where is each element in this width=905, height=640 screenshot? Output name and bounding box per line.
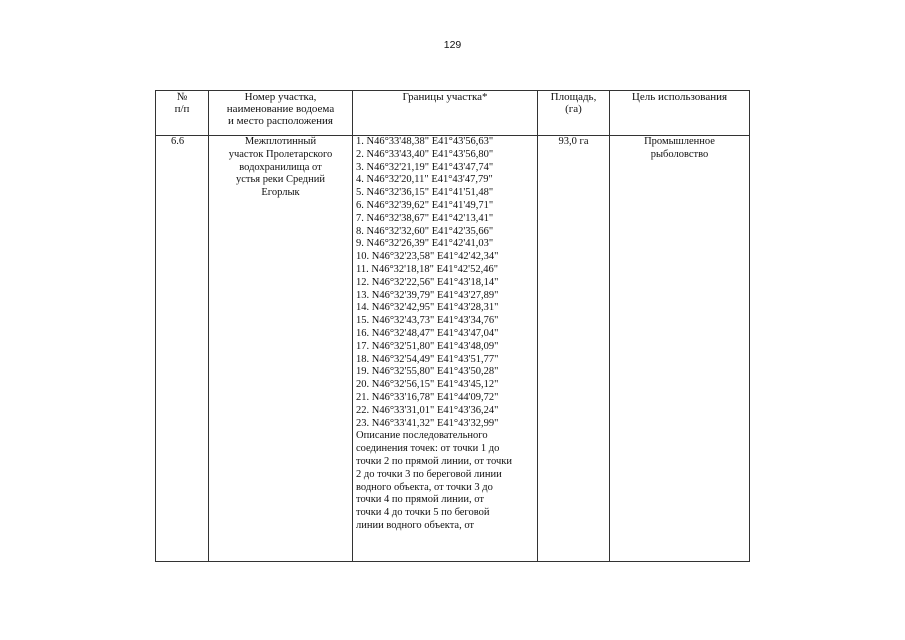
coordinate-item: 9. N46°32'26,39" E41°42'41,03" xyxy=(356,238,494,250)
coordinate-item: 1. N46°33'48,38" E41°43'56,63" xyxy=(356,136,494,147)
coordinate-item: 11. N46°32'18,18" E41°42'52,46" xyxy=(356,263,498,275)
coordinate-item: 23. N46°33'41,32" E41°43'32,99" xyxy=(356,417,499,429)
header-name: Номер участка, наименование водоема и место расположения xyxy=(209,91,353,136)
coordinate-item: 21. N46°33'16,78" E41°44'09,72" xyxy=(356,391,499,403)
coordinate-item: 19. N46°32'55,80" E41°43'50,28" xyxy=(356,366,499,378)
table-row xyxy=(156,136,750,562)
coordinate-item: 10. N46°32'23,58" E41°42'42,34" xyxy=(356,251,499,263)
row-bounds xyxy=(353,136,538,562)
coordinate-item: 18. N46°32'54,49" E41°43'51,77" xyxy=(356,353,499,365)
coordinate-item: 20. N46°32'56,15" E41°43'45,12" xyxy=(356,379,499,391)
coordinate-item: 2. N46°33'43,40" E41°43'56,80" xyxy=(356,148,494,160)
bounds-description: Описание последовательного соединения точек: от точки 1 до точки 2 по прямой линии, от точки 2 до точки 3 по береговой линии водного объекта, от точки 3 до точки 4 по прямой линии, от точки 4 до точки 5 по беговой линии водного объекта, от xyxy=(356,430,512,531)
coordinate-item: 3. N46°32'21,19" E41°43'47,74" xyxy=(356,161,494,173)
coordinate-item: 7. N46°32'38,67" E41°42'13,41" xyxy=(356,212,494,224)
row-purpose: Промышленное рыболовство xyxy=(610,136,750,562)
water-areas-table xyxy=(155,90,750,562)
page-number: 129 xyxy=(443,39,462,51)
coordinate-item: 5. N46°32'36,15" E41°41'51,48" xyxy=(356,187,494,199)
coordinate-list xyxy=(356,136,534,430)
table-header-row xyxy=(156,91,750,136)
coordinate-item: 17. N46°32'51,80" E41°43'48,09" xyxy=(356,340,499,352)
coordinate-item: 6. N46°32'39,62" E41°41'49,71" xyxy=(356,199,494,211)
coordinate-item: 13. N46°32'39,79" E41°43'27,89" xyxy=(356,289,499,301)
row-num: 6.6 xyxy=(156,136,209,562)
coordinate-item: 8. N46°32'32,60" E41°42'35,66" xyxy=(356,225,494,237)
row-area: 93,0 га xyxy=(538,136,610,562)
row-name: Межплотинный участок Пролетарского водохранилища от устья реки Средний Егорлык xyxy=(209,136,353,562)
coordinate-item: 12. N46°32'22,56" E41°43'18,14" xyxy=(356,276,499,288)
header-bounds: Границы участка* xyxy=(353,91,538,136)
coordinate-item: 15. N46°32'43,73" E41°43'34,76" xyxy=(356,315,499,327)
coordinate-item: 4. N46°32'20,11" E41°43'47,79" xyxy=(356,174,493,186)
header-area: Площадь, (га) xyxy=(538,91,610,136)
header-num: № п/п xyxy=(156,91,209,136)
coordinate-item: 16. N46°32'48,47" E41°43'47,04" xyxy=(356,327,499,339)
coordinate-item: 14. N46°32'42,95" E41°43'28,31" xyxy=(356,302,499,314)
header-purpose: Цель использования xyxy=(610,91,750,136)
coordinate-item: 22. N46°33'31,01" E41°43'36,24" xyxy=(356,404,499,416)
